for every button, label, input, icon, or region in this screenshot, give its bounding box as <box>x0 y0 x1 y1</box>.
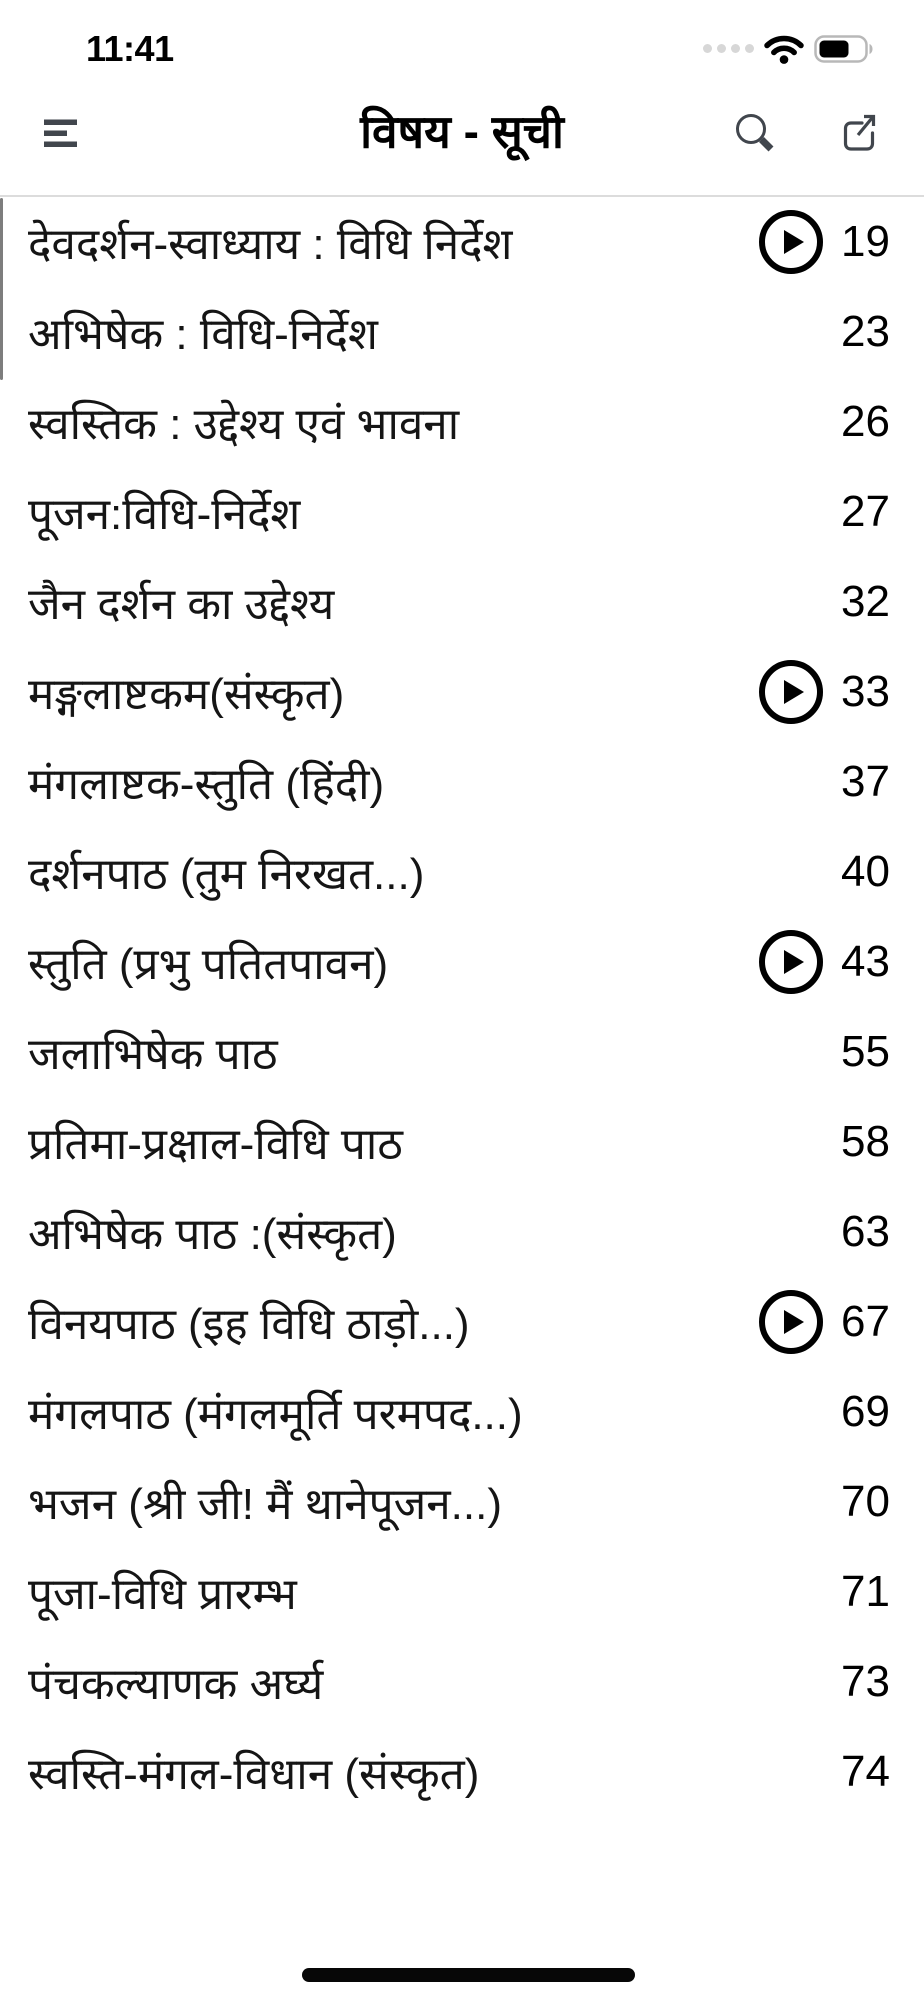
app-header <box>0 70 924 197</box>
play-icon <box>784 230 804 254</box>
item-title: स्वस्ति-मंगल-विधान (संस्कृत) <box>28 1750 480 1799</box>
play-button[interactable] <box>759 660 823 724</box>
item-title: अभिषेक पाठ :(संस्कृत) <box>28 1210 397 1259</box>
page-title: विषय - सूची <box>360 105 564 158</box>
item-page: 27 <box>841 487 890 536</box>
share-button[interactable] <box>840 113 878 153</box>
scroll-indicator[interactable] <box>0 198 3 380</box>
toc-item[interactable] <box>0 917 924 1007</box>
item-page: 40 <box>841 847 890 896</box>
status-time: 11:41 <box>86 28 174 69</box>
item-page: 58 <box>841 1117 890 1166</box>
toc-item[interactable] <box>0 1547 924 1637</box>
item-title: पूजन:विधि-निर्देश <box>28 490 301 539</box>
toc-item[interactable] <box>0 1277 924 1367</box>
item-page: 74 <box>841 1747 890 1796</box>
status-bar <box>0 0 924 70</box>
toc-item[interactable] <box>0 647 924 737</box>
item-page: 55 <box>841 1027 890 1076</box>
toc-item[interactable] <box>0 1457 924 1547</box>
toc-item[interactable] <box>0 467 924 557</box>
item-title: मङ्गलाष्टकम(संस्कृत) <box>28 670 345 719</box>
item-title: मंगलाष्टक-स्तुति (हिंदी) <box>28 760 385 809</box>
play-button[interactable] <box>759 1290 823 1354</box>
item-title: देवदर्शन-स्वाध्याय : विधि निर्देश <box>28 220 513 269</box>
item-page: 19 <box>841 217 890 266</box>
status-bar-right <box>703 34 876 64</box>
play-button[interactable] <box>759 930 823 994</box>
item-page: 73 <box>841 1657 890 1706</box>
item-page: 23 <box>841 307 890 356</box>
item-page: 70 <box>841 1477 890 1526</box>
toc-item[interactable] <box>0 1007 924 1097</box>
item-title: पूजा-विधि प्रारम्भ <box>28 1570 297 1619</box>
toc-item[interactable] <box>0 197 924 287</box>
item-title: प्रतिमा-प्रक्षाल-विधि पाठ <box>28 1120 403 1169</box>
play-icon <box>784 950 804 974</box>
item-title: स्तुति (प्रभु पतितपावन) <box>28 940 389 989</box>
toc-item[interactable] <box>0 1367 924 1457</box>
play-icon <box>784 1310 804 1334</box>
item-title: अभिषेक : विधि-निर्देश <box>28 310 378 359</box>
item-title: पंचकल्याणक अर्घ्य <box>28 1660 324 1709</box>
item-page: 69 <box>841 1387 890 1436</box>
search-icon <box>734 112 776 154</box>
item-page: 32 <box>841 577 890 626</box>
toc-item[interactable] <box>0 1727 924 1817</box>
item-title: दर्शनपाठ (तुम निरखत...) <box>28 850 425 899</box>
toc-item[interactable] <box>0 1637 924 1727</box>
cellular-signal-icon <box>703 44 754 55</box>
toc-item[interactable] <box>0 737 924 827</box>
toc-list <box>0 197 924 1817</box>
play-icon <box>784 680 804 704</box>
toc-item[interactable] <box>0 1097 924 1187</box>
item-page: 71 <box>841 1567 890 1616</box>
play-button[interactable] <box>759 210 823 274</box>
item-page: 63 <box>841 1207 890 1256</box>
search-button[interactable] <box>734 112 776 154</box>
toc-item[interactable] <box>0 557 924 647</box>
item-page: 43 <box>841 937 890 986</box>
toc-item[interactable] <box>0 287 924 377</box>
battery-icon <box>814 35 876 63</box>
item-page: 37 <box>841 757 890 806</box>
home-indicator[interactable] <box>302 1968 635 1982</box>
item-page: 67 <box>841 1297 890 1346</box>
item-page: 26 <box>841 397 890 446</box>
item-title: जैन दर्शन का उद्देश्य <box>28 580 335 629</box>
item-title: स्वस्तिक : उद्देश्य एवं भावना <box>28 400 460 449</box>
item-page: 33 <box>841 667 890 716</box>
item-title: विनयपाठ (इह विधि ठाड़ो...) <box>28 1300 470 1349</box>
item-title: मंगलपाठ (मंगलमूर्ति परमपद...) <box>28 1390 523 1439</box>
wifi-icon <box>764 34 804 64</box>
toc-item[interactable] <box>0 1187 924 1277</box>
item-title: जलाभिषेक पाठ <box>28 1030 278 1079</box>
item-title: भजन (श्री जी! मैं थानेपूजन...) <box>28 1480 502 1529</box>
toc-item[interactable] <box>0 377 924 467</box>
share-icon <box>840 113 878 153</box>
toc-item[interactable] <box>0 827 924 917</box>
